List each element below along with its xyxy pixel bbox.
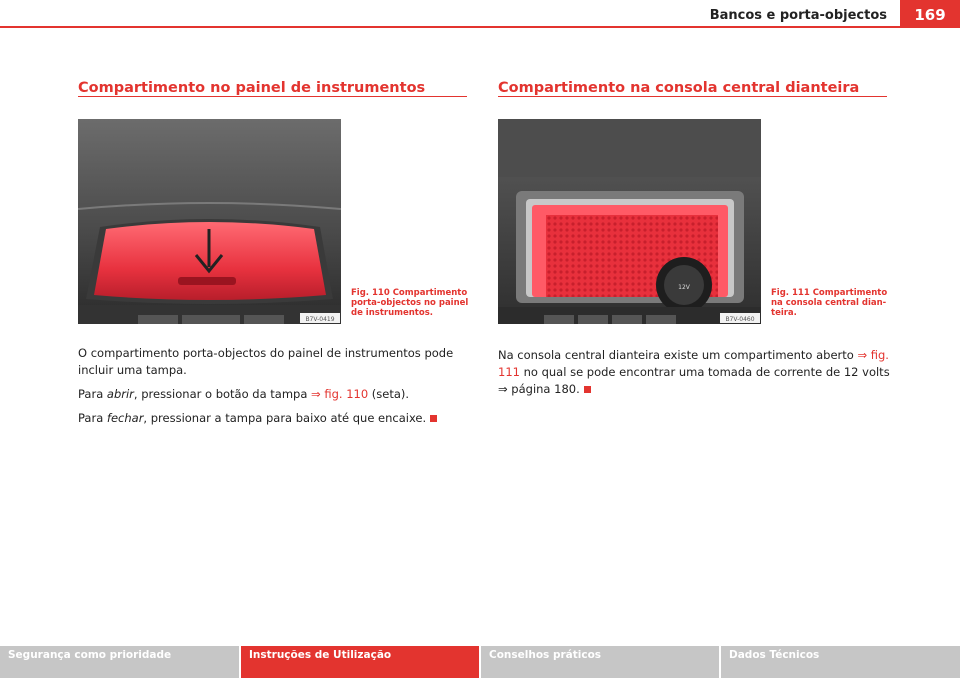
paragraph-fechar [78,410,470,427]
text: , pressionar o botão da tampa [133,387,312,401]
figure-110-image [78,119,341,324]
left-body-text [78,345,470,434]
paragraph-abrir [78,386,470,403]
caption-line: teira. [771,308,797,318]
caption-line: porta-objectos no painel [351,298,469,308]
figure-110-caption [351,288,471,318]
text: , pressionar a tampa para baixo até que encaixe. [143,411,427,425]
footer-tab-dados-tecnicos[interactable]: Dados Técnicos [721,646,960,678]
emphasis-abrir: abrir [106,387,134,401]
caption-line: de instrumentos. [351,308,434,318]
figure-code-111: B7V-0460 [725,316,755,323]
console-illustration [498,119,761,324]
page-number: 169 [900,0,960,28]
footer-tab-conselhos[interactable]: Conselhos práticos [481,646,719,678]
caption-line: na consola central dian- [771,298,887,308]
footer-tab-seguranca[interactable]: Segurança como prioridade [0,646,239,678]
right-body-text [498,347,890,405]
caption-line: Fig. 111 Compartimento [771,288,888,298]
text: Na consola central dianteira existe um compartimento aberto [498,348,858,362]
figure-110-link[interactable]: ⇒ fig. 110 [311,387,369,401]
emphasis-fechar: fechar [106,411,144,425]
end-of-section-mark [430,415,437,422]
text: no qual se pode encontrar uma tomada de corrente de 12 volts ⇒ página 180. [498,365,890,396]
paragraph-console [498,347,890,398]
figure-111-image [498,119,761,324]
text: Para [78,411,107,425]
caption-line: Fig. 110 Compartimento [351,288,468,298]
paragraph-tampa: O compartimento porta-objectos do painel de instrumentos pode incluir uma tampa. [78,346,454,377]
running-header-title: Bancos e porta-objectos [709,8,887,23]
footer-nav [0,646,960,678]
section-rule-left [78,96,467,97]
glovebox-illustration [78,119,341,324]
section-rule-right [498,96,887,97]
text: Para [78,387,107,401]
figure-111-link[interactable]: ⇒ fig. 111 [498,348,889,379]
footer-tab-instrucoes[interactable]: Instruções de Utilização [241,646,479,678]
socket-label: 12V [678,284,690,291]
section-title-center-console: Compartimento na consola central dianteira [498,80,860,96]
header-rule [0,26,960,28]
section-title-instrument-panel: Compartimento no painel de instrumentos [78,80,426,96]
figure-111-caption [771,288,891,318]
text: (seta). [368,387,410,401]
end-of-section-mark [584,386,591,393]
figure-code-110: B7V-0419 [305,316,335,323]
